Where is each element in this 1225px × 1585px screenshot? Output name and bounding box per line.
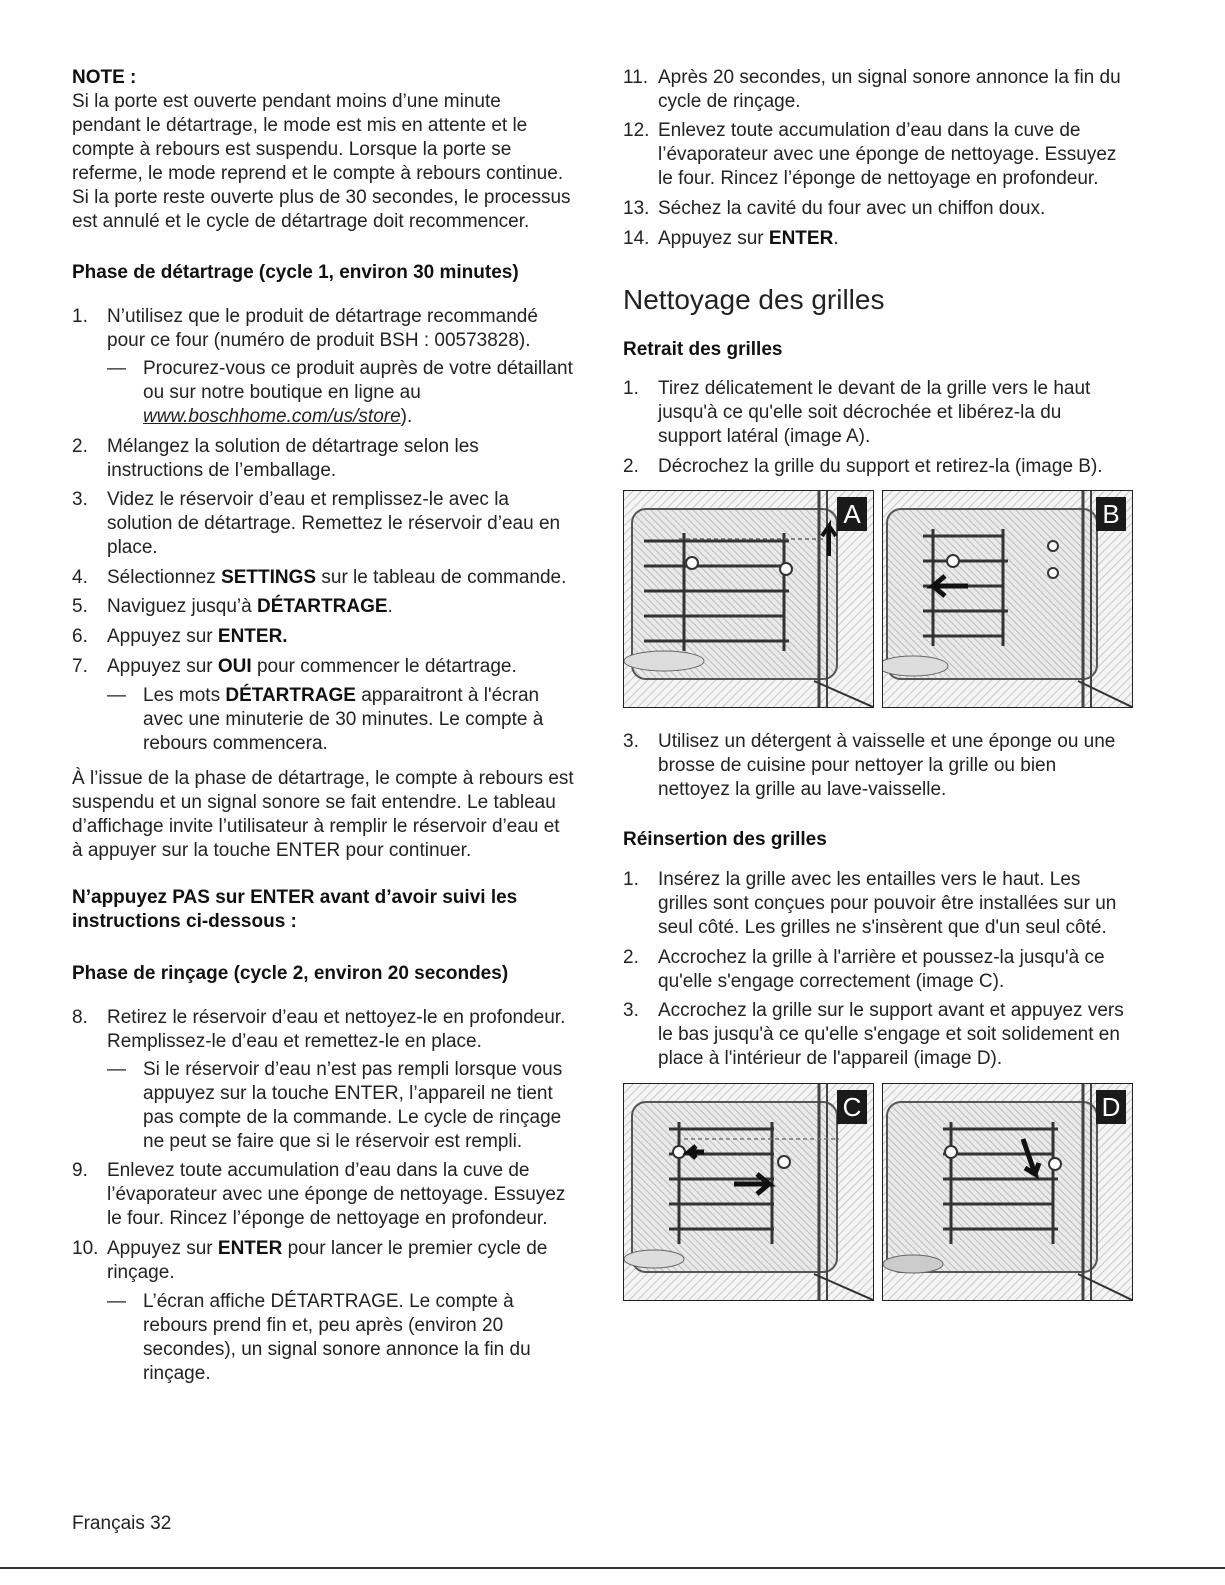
note-title: NOTE : (72, 67, 137, 88)
image-c-label: C (837, 1090, 867, 1124)
note-line: est annulé et le cycle de détartrage doit recommencer. (72, 211, 530, 232)
phase1-result-paragraph: À l’issue de la phase de détartrage, le compte à rebours est suspendu et un signal sonore se fait entendre. Le tableau d’affichage invite l’utilisateur à remplir le réservoir d’eau et à appuyer sur la touche ENTER pour continuer. (72, 768, 574, 861)
image-d-label: D (1096, 1090, 1126, 1124)
oven-rack-illustration (883, 491, 1132, 707)
section-title: Nettoyage des grilles (623, 284, 885, 315)
note-line: Si la porte reste ouverte plus de 30 secondes, le processus (72, 187, 571, 208)
oven-rack-illustration (883, 1084, 1132, 1300)
image-a-rack-lift (623, 490, 874, 708)
image-c-rack-insert (623, 1083, 874, 1301)
retrait-title: Retrait des grilles (623, 339, 783, 360)
note-line: referme, le mode reprend et le compte à rebours continue. (72, 163, 564, 184)
phase1-title: Phase de détartrage (cycle 1, environ 30 minutes) (72, 262, 519, 283)
page-footer: Français 32 (72, 1513, 172, 1534)
image-b-label: B (1096, 497, 1126, 531)
note-text (72, 90, 592, 234)
image-d-rack-lock (882, 1083, 1133, 1301)
note-line: pendant le détartrage, le mode est mis en attente et le (72, 115, 528, 136)
oven-rack-illustration (624, 491, 873, 707)
phase2-title: Phase de rinçage (cycle 2, environ 20 secondes) (72, 963, 509, 984)
note-line: Si la porte est ouverte pendant moins d’une minute (72, 91, 501, 112)
warning-heading: N’appuyez PAS sur ENTER avant d’avoir suivi les instructions ci-dessous : (72, 887, 518, 932)
reinsertion-title: Réinsertion des grilles (623, 829, 827, 850)
image-a-label: A (837, 497, 867, 531)
store-link[interactable]: www.boschhome.com/us/store (143, 406, 401, 427)
oven-rack-illustration (624, 1084, 873, 1300)
image-b-rack-remove (882, 490, 1133, 708)
note-line: compte à rebours est suspendu. Lorsque la porte se (72, 139, 512, 160)
bottom-divider (0, 1567, 1225, 1569)
